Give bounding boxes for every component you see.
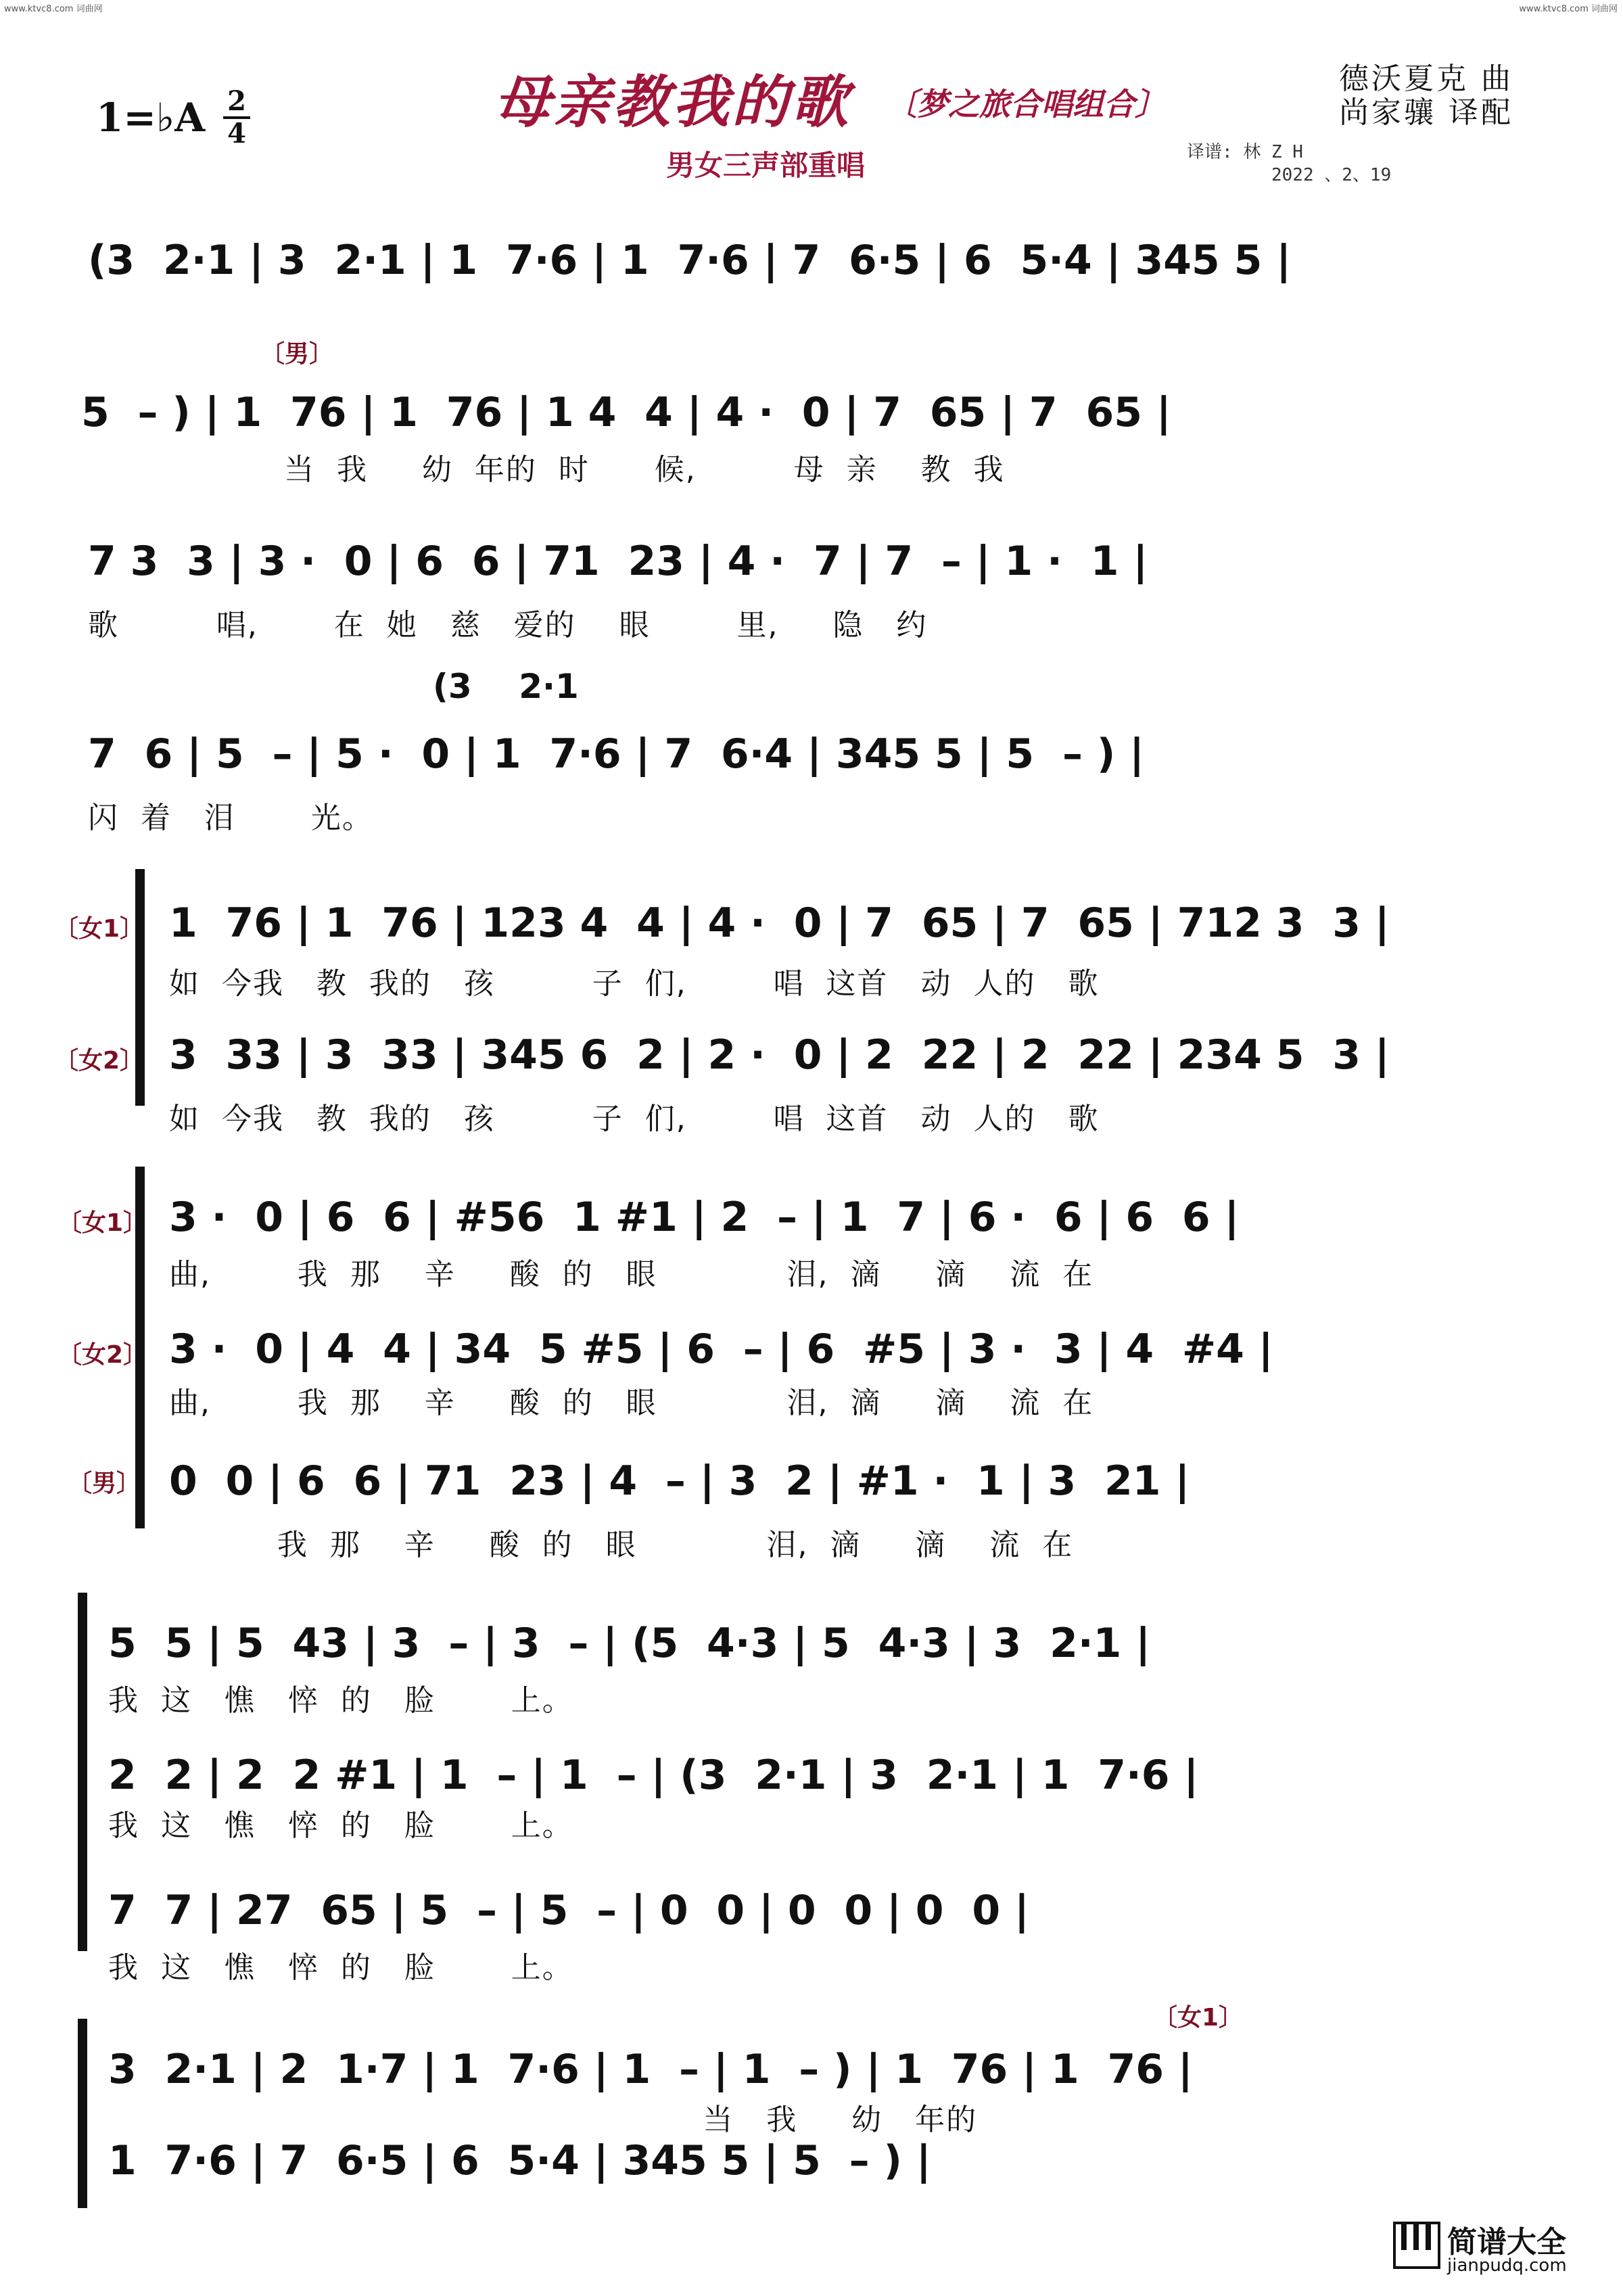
system-4-notes: 7 6 | 5 – | 5 · 0 | 1 7·6 | 7 6·4 | 345 5 | 5 – ) |	[88, 730, 1145, 778]
system-7-voice1-notes: 5 5 | 5 43 | 3 – | 3 – | (5 4·3 | 5 4·3 | 3 2·1 |	[108, 1620, 1151, 1667]
part-label-male-s6: 〔男〕	[68, 1470, 141, 1497]
system-3-notes: 7 3 3 | 3 · 0 | 6 6 | 71 23 | 4 · 7 | 7 – | 1 · 1 |	[88, 538, 1148, 585]
system-6-female1-lyrics: 曲, 我 那 辛 酸 的 眼 泪, 滴 滴 流 在	[169, 1257, 1094, 1292]
part-label-male: 〔男〕	[260, 340, 334, 368]
system-2-notes: 5 – ) | 1 76 | 1 76 | 1 4 4 | 4 · 0 | 7 65 | 7 65 |	[81, 389, 1171, 436]
system-6-female1-notes: 3 · 0 | 6 6 | #56 1 #1 | 2 – | 1 7 | 6 · 6 | 6 6 |	[169, 1194, 1240, 1241]
part-label-female1-s6: 〔女1〕	[57, 1209, 148, 1237]
time-top: 2	[227, 85, 246, 117]
part-label-female1-s5: 〔女1〕	[54, 915, 145, 943]
logo-url: jianpudq.com	[1447, 2255, 1567, 2276]
system-8-upper-lyrics: 当 我 幼 年的	[108, 2103, 978, 2137]
site-mark-left: www.ktvc8.com 词曲网	[4, 4, 103, 14]
transcriber-label: 译谱: 林 Z H	[1187, 142, 1303, 162]
song-subtitle: 〔梦之旅合唱组合〕	[886, 86, 1166, 122]
transcribe-date: 2022 、2、19	[1271, 165, 1392, 185]
system-7-voice2-notes: 2 2 | 2 2 #1 | 1 – | 1 – | (3 2·1 | 3 2·1 | 1 7·6 |	[108, 1752, 1199, 1799]
song-title: 母亲教我的歌	[494, 69, 851, 135]
system-2-lyrics: 当 我 幼 年的 时 候, 母 亲 教 我	[284, 452, 1005, 487]
system-4-lyrics: 闪 着 泪 光。	[88, 801, 373, 835]
system-7-voice3-notes: 7 7 | 27 65 | 5 – | 5 – | 0 0 | 0 0 | 0 0 |	[108, 1887, 1029, 1934]
system-6-male-notes: 0 0 | 6 6 | 71 23 | 4 – | 3 2 | #1 · 1 | 3 21 |	[169, 1457, 1190, 1505]
piano-icon	[1393, 2222, 1440, 2269]
logo-text: 简谱大全	[1447, 2225, 1566, 2259]
part-label-female1-s8: 〔女1〕	[1153, 2004, 1244, 2032]
site-mark-right: www.ktvc8.com 词曲网	[1519, 4, 1618, 14]
system-5-female1-lyrics: 如 今我 教 我的 孩 子 们, 唱 这首 动 人的 歌	[169, 966, 1100, 1001]
voicing-label: 男女三声部重唱	[666, 149, 866, 182]
composer-credit: 德沃夏克 曲	[1339, 62, 1513, 96]
arranger-credit: 尚家骧 译配	[1339, 95, 1513, 130]
system-8-upper-notes: 3 2·1 | 2 1·7 | 1 7·6 | 1 – | 1 – ) | 1 76 | 1 76 |	[108, 2046, 1193, 2093]
system-6-female2-lyrics: 曲, 我 那 辛 酸 的 眼 泪, 滴 滴 流 在	[169, 1386, 1094, 1420]
system-5-female2-lyrics: 如 今我 教 我的 孩 子 们, 唱 这首 动 人的 歌	[169, 1102, 1100, 1136]
system-6-female2-notes: 3 · 0 | 4 4 | 34 5 #5 | 6 – | 6 #5 | 3 · 3 | 4 #4 |	[169, 1326, 1273, 1373]
system-7-voice1-lyrics: 我 这 憔 悴 的 脸 上。	[108, 1683, 573, 1718]
system-7-voice3-lyrics: 我 这 憔 悴 的 脸 上。	[108, 1950, 573, 1985]
system-4-cue: (3 2·1	[433, 667, 579, 706]
system-8-lower-notes: 1 7·6 | 7 6·5 | 6 5·4 | 345 5 | 5 – ) |	[108, 2137, 931, 2184]
system-5-female1-notes: 1 76 | 1 76 | 123 4 4 | 4 · 0 | 7 65 | 7 65 | 712 3 3 |	[169, 899, 1390, 947]
site-logo	[1393, 2215, 1596, 2282]
time-signature	[223, 87, 250, 149]
system-6-male-lyrics: 我 那 辛 酸 的 眼 泪, 滴 滴 流 在	[169, 1528, 1074, 1562]
part-label-female2-s5: 〔女2〕	[54, 1047, 145, 1075]
key-signature: 1=♭A	[96, 95, 206, 141]
system-5-female2-notes: 3 33 | 3 33 | 345 6 2 | 2 · 0 | 2 22 | 2 22 | 234 5 3 |	[169, 1031, 1390, 1079]
system-1-notes: (3 2·1 | 3 2·1 | 1 7·6 | 1 7·6 | 7 6·5 | 6 5·4 | 345 5 |	[88, 237, 1292, 284]
part-label-female2-s6: 〔女2〕	[57, 1341, 148, 1369]
system-3-lyrics: 歌 唱, 在 她 慈 爱的 眼 里, 隐 约	[88, 608, 928, 642]
time-bottom: 4	[223, 116, 250, 149]
system-7-voice2-lyrics: 我 这 憔 悴 的 脸 上。	[108, 1808, 573, 1843]
